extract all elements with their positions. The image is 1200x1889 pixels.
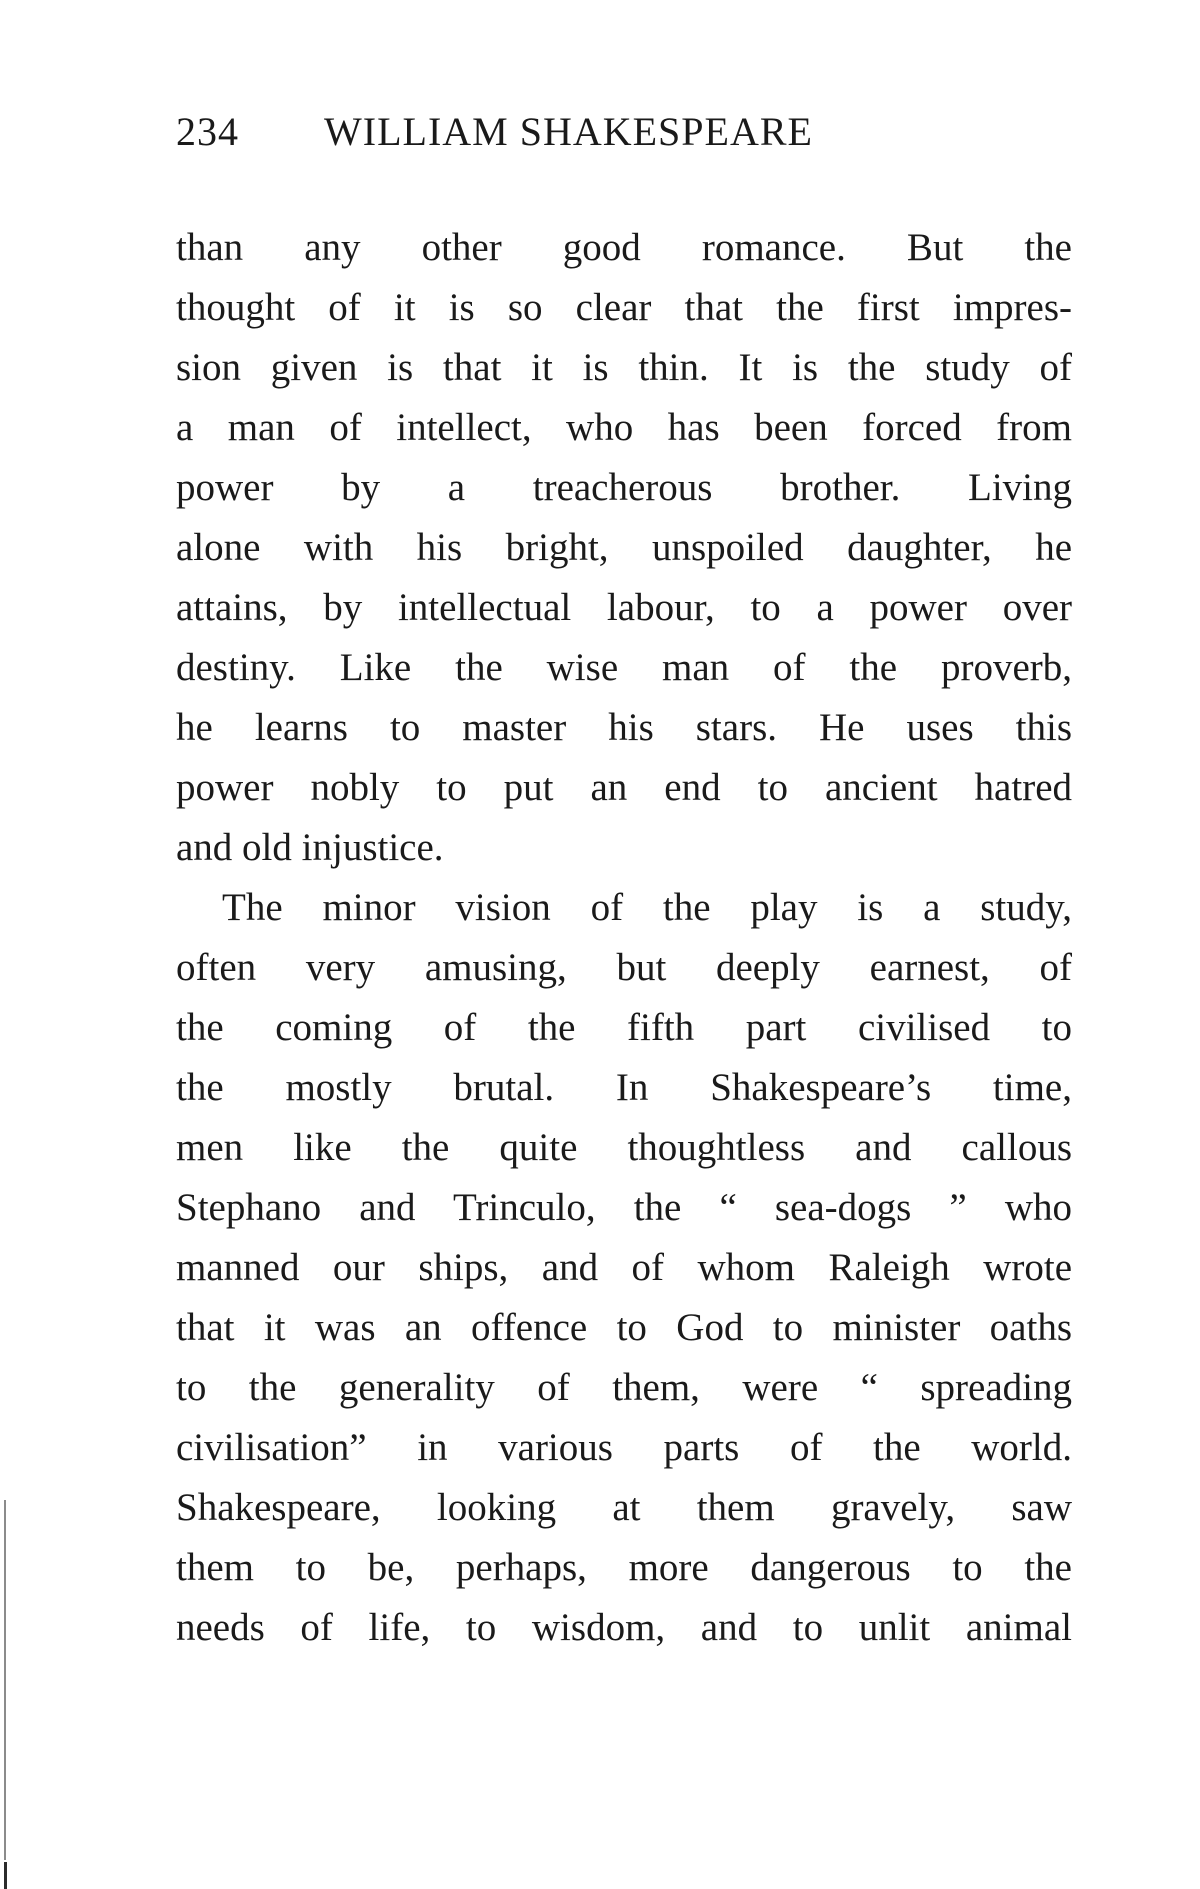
text-line: and old injustice. (176, 826, 444, 869)
body-text (176, 218, 1072, 1658)
text-line: to the generality of them, were “ spreading (176, 1366, 1072, 1409)
text-line: destiny. Like the wise man of the proverb, (176, 646, 1072, 689)
text-line: Shakespeare, looking at them gravely, saw (176, 1486, 1072, 1529)
text-line: alone with his bright, unspoiled daughter, he (176, 526, 1072, 569)
page-number: 234 (176, 109, 239, 154)
text-line: power nobly to put an end to ancient hatred (176, 766, 1072, 809)
text-line: often very amusing, but deeply earnest, of (176, 946, 1072, 989)
text-line: The minor vision of the play is a study, (222, 886, 1072, 929)
text-line: attains, by intellectual labour, to a power over (176, 586, 1072, 629)
text-line: thought of it is so clear that the first impres- (176, 286, 1072, 329)
text-line: a man of intellect, who has been forced from (176, 406, 1072, 449)
text-line: Stephano and Trinculo, the “ sea-dogs ” who (176, 1186, 1072, 1229)
scan-edge-mark (4, 1500, 6, 1860)
running-title: WILLIAM SHAKESPEARE (324, 109, 813, 154)
text-line: them to be, perhaps, more dangerous to the (176, 1546, 1072, 1589)
text-line: he learns to master his stars. He uses this (176, 706, 1072, 749)
text-line: that it was an offence to God to minister oaths (176, 1306, 1072, 1349)
text-line: than any other good romance. But the (176, 226, 1072, 269)
text-line: the mostly brutal. In Shakespeare’s time, (176, 1066, 1072, 1109)
text-line: power by a treacherous brother. Living (176, 466, 1072, 509)
text-line: needs of life, to wisdom, and to unlit animal (176, 1606, 1072, 1649)
scan-edge-mark (4, 1862, 7, 1889)
text-line: civilisation” in various parts of the world. (176, 1426, 1072, 1469)
text-line: men like the quite thoughtless and callous (176, 1126, 1072, 1169)
text-line: sion given is that it is thin. It is the study of (176, 346, 1072, 389)
running-head (176, 108, 1076, 168)
text-line: manned our ships, and of whom Raleigh wrote (176, 1246, 1072, 1289)
text-line: the coming of the fifth part civilised to (176, 1006, 1072, 1049)
